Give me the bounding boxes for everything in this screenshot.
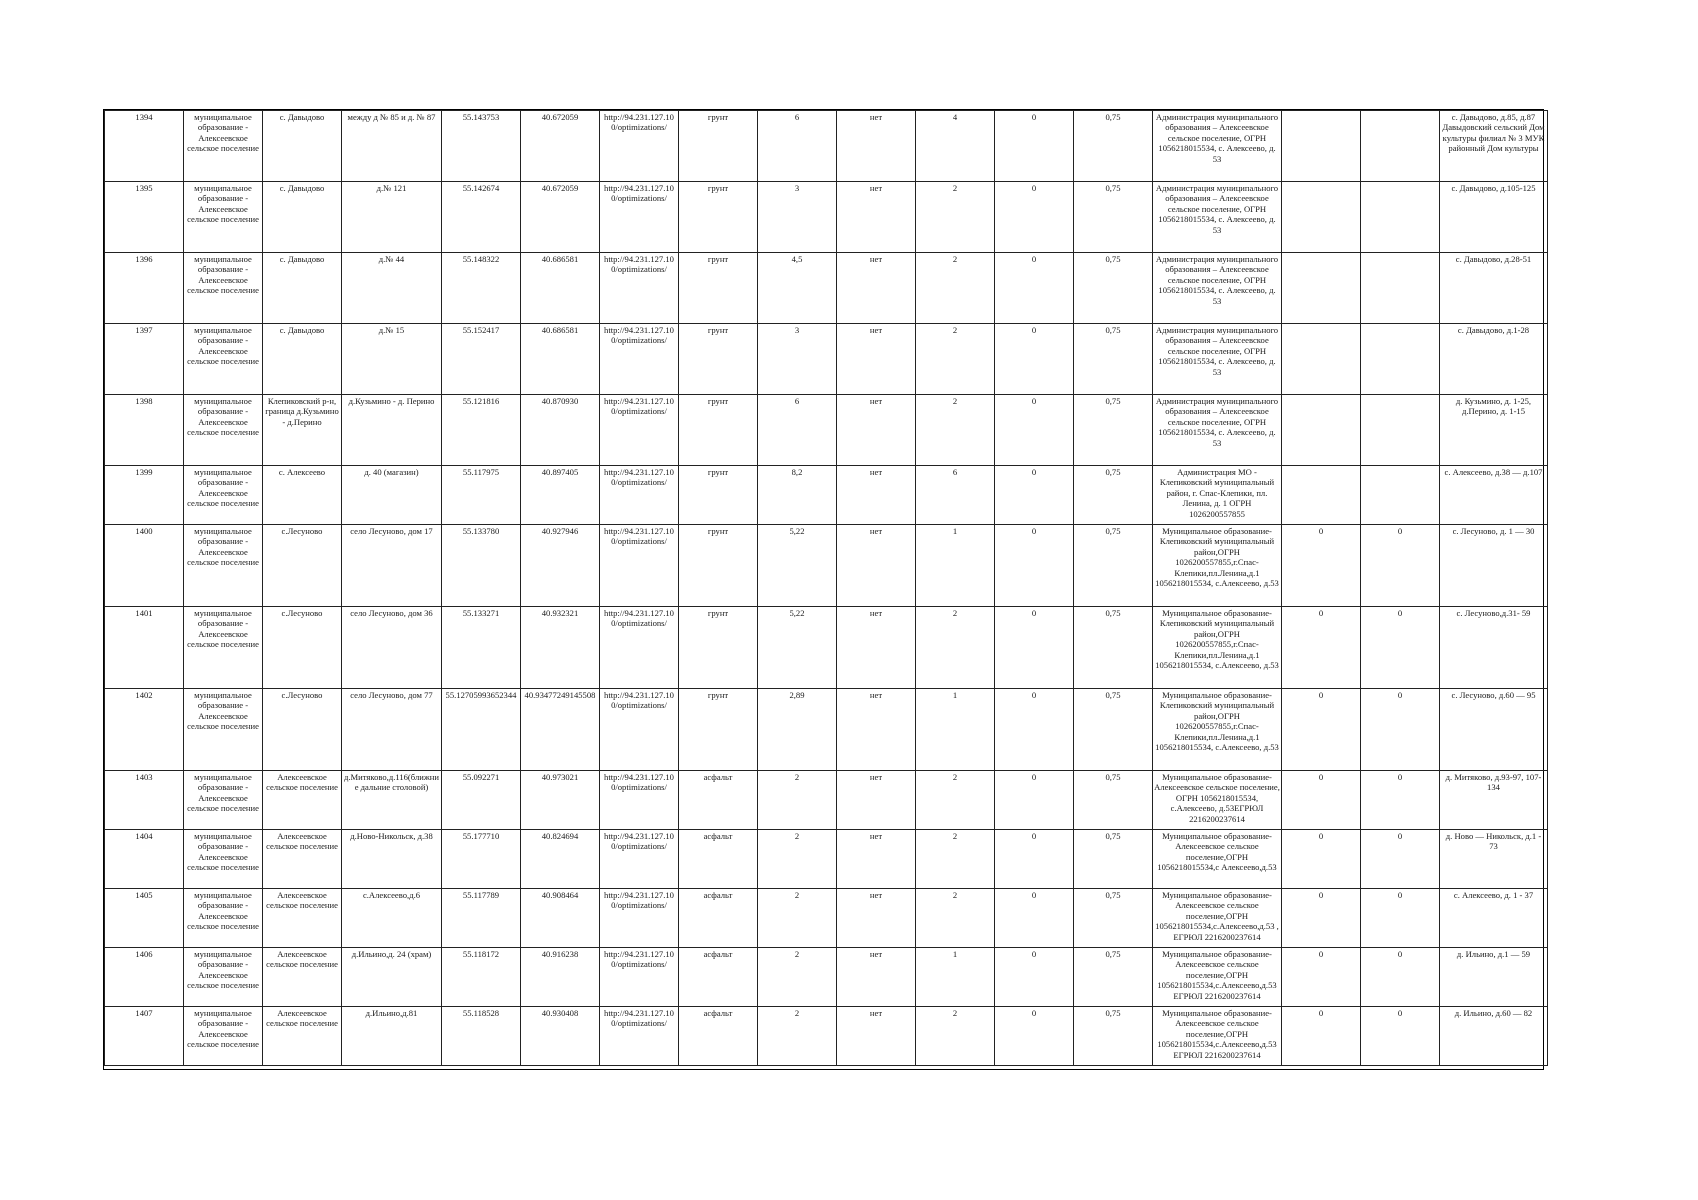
latitude-cell: 55.117975 (442, 466, 521, 525)
extra-cell-1 (1282, 253, 1361, 324)
surface-cell: грунт (679, 466, 758, 525)
link-cell: http://94.231.127.100/optimizations/ (600, 182, 679, 253)
planned-container-cell: 0 (995, 689, 1074, 771)
address-cell: д.Ильино,д. 24 (храм) (342, 948, 442, 1007)
owner-cell: муниципальное образование - Алексеевское сельское поселение (184, 111, 263, 182)
link-cell: http://94.231.127.100/optimizations/ (600, 525, 679, 607)
fence-cell: нет (837, 466, 916, 525)
latitude-cell: 55.121816 (442, 395, 521, 466)
planned-container-cell: 0 (995, 253, 1074, 324)
volume-cell: 0,75 (1074, 395, 1153, 466)
extra-cell-1: 0 (1282, 889, 1361, 948)
extra-cell-2: 0 (1361, 1007, 1440, 1066)
sources-cell: д. Ново — Никольск, д.1 - 73 (1440, 830, 1548, 889)
address-cell: д. 40 (магазин) (342, 466, 442, 525)
container-count-cell: 2 (916, 1007, 995, 1066)
link-cell: http://94.231.127.100/optimizations/ (600, 1007, 679, 1066)
extra-cell-2 (1361, 324, 1440, 395)
link-cell: http://94.231.127.100/optimizations/ (600, 771, 679, 830)
planned-container-cell: 0 (995, 111, 1074, 182)
fence-cell: нет (837, 182, 916, 253)
surface-cell: асфальт (679, 830, 758, 889)
area-cell: 3 (758, 324, 837, 395)
locality-cell: Алексеевское сельское поселение (263, 948, 342, 1007)
surface-cell: асфальт (679, 1007, 758, 1066)
container-count-cell: 1 (916, 525, 995, 607)
holder-cell: Муниципальное образование-Алексеевское сельское поселение,ОГРН 1056218015534,с.Алексеево,д.53 ЕГРЮЛ 2216200237614 (1153, 1007, 1282, 1066)
holder-cell: Администрация муниципального образования – Алексеевское сельское поселение, ОГРН 1056218015534, с. Алексеево, д. 53 (1153, 253, 1282, 324)
container-count-cell: 2 (916, 771, 995, 830)
extra-cell-2: 0 (1361, 771, 1440, 830)
container-count-cell: 2 (916, 324, 995, 395)
surface-cell: асфальт (679, 948, 758, 1007)
holder-cell: Муниципальное образование-Клепиковский муниципальный район,ОГРН 1026200557855,г.Спас-Клепики,пл.Ленина,д.1 1056218015534, с.Алексеево, д.53 (1153, 689, 1282, 771)
extra-cell-2: 0 (1361, 689, 1440, 771)
extra-cell-2: 0 (1361, 607, 1440, 689)
table-row (105, 889, 1548, 948)
row-number: 1394 (105, 111, 184, 182)
area-cell: 2 (758, 889, 837, 948)
fence-cell: нет (837, 830, 916, 889)
extra-cell-1: 0 (1282, 771, 1361, 830)
link-cell: http://94.231.127.100/optimizations/ (600, 111, 679, 182)
owner-cell: муниципальное образование - Алексеевское сельское поселение (184, 830, 263, 889)
address-cell: с.Алексеево,д.6 (342, 889, 442, 948)
volume-cell: 0,75 (1074, 689, 1153, 771)
holder-cell: Администрация муниципального образования – Алексеевское сельское поселение, ОГРН 1056218015534, с. Алексеево, д. 53 (1153, 111, 1282, 182)
extra-cell-1: 0 (1282, 830, 1361, 889)
row-number: 1403 (105, 771, 184, 830)
link-cell: http://94.231.127.100/optimizations/ (600, 889, 679, 948)
row-number: 1396 (105, 253, 184, 324)
holder-cell: Администрация муниципального образования – Алексеевское сельское поселение, ОГРН 1056218015534, с. Алексеево, д. 53 (1153, 324, 1282, 395)
fence-cell: нет (837, 111, 916, 182)
owner-cell: муниципальное образование - Алексеевское сельское поселение (184, 324, 263, 395)
latitude-cell: 55.117789 (442, 889, 521, 948)
planned-container-cell: 0 (995, 395, 1074, 466)
surface-cell: грунт (679, 395, 758, 466)
owner-cell: муниципальное образование - Алексеевское сельское поселение (184, 182, 263, 253)
owner-cell: муниципальное образование - Алексеевское сельское поселение (184, 948, 263, 1007)
planned-container-cell: 0 (995, 830, 1074, 889)
volume-cell: 0,75 (1074, 948, 1153, 1007)
sources-cell: с. Давыдово, д.85, д.87 Давыдовский сельский Дом культуры филиал № 3 МУК районный Дом культуры (1440, 111, 1548, 182)
holder-cell: Муниципальное образование-Алексеевское сельское поселение,ОГРН 1056218015534,с.Алексеево,д.53 ЕГРЮЛ 2216200237614 (1153, 948, 1282, 1007)
table-row (105, 182, 1548, 253)
area-cell: 5,22 (758, 525, 837, 607)
longitude-cell: 40.973021 (521, 771, 600, 830)
longitude-cell: 40.932321 (521, 607, 600, 689)
longitude-cell: 40.824694 (521, 830, 600, 889)
sources-cell: д. Ильино, д.60 — 82 (1440, 1007, 1548, 1066)
holder-cell: Муниципальное образование-Клепиковский муниципальный район,ОГРН 1026200557855,г.Спас-Клепики,пл.Ленина,д.1 1056218015534, с.Алексеево, д.53 (1153, 607, 1282, 689)
volume-cell: 0,75 (1074, 466, 1153, 525)
surface-cell: грунт (679, 182, 758, 253)
table-row (105, 1007, 1548, 1066)
table-row (105, 689, 1548, 771)
latitude-cell: 55.12705993652344 (442, 689, 521, 771)
link-cell: http://94.231.127.100/optimizations/ (600, 466, 679, 525)
container-count-cell: 2 (916, 830, 995, 889)
link-cell: http://94.231.127.100/optimizations/ (600, 830, 679, 889)
table-row (105, 525, 1548, 607)
planned-container-cell: 0 (995, 771, 1074, 830)
extra-cell-1: 0 (1282, 525, 1361, 607)
latitude-cell: 55.148322 (442, 253, 521, 324)
longitude-cell: 40.897405 (521, 466, 600, 525)
surface-cell: асфальт (679, 889, 758, 948)
holder-cell: Администрация муниципального образования – Алексеевское сельское поселение, ОГРН 1056218015534, с. Алексеево, д. 53 (1153, 182, 1282, 253)
sources-cell: с. Лесуново, д. 1 — 30 (1440, 525, 1548, 607)
row-number: 1395 (105, 182, 184, 253)
row-number: 1404 (105, 830, 184, 889)
owner-cell: муниципальное образование - Алексеевское сельское поселение (184, 607, 263, 689)
area-cell: 6 (758, 395, 837, 466)
latitude-cell: 55.092271 (442, 771, 521, 830)
planned-container-cell: 0 (995, 182, 1074, 253)
locality-cell: Алексеевское сельское поселение (263, 889, 342, 948)
area-cell: 5,22 (758, 607, 837, 689)
area-cell: 2 (758, 771, 837, 830)
surface-cell: грунт (679, 111, 758, 182)
row-number: 1402 (105, 689, 184, 771)
container-count-cell: 2 (916, 889, 995, 948)
row-number: 1401 (105, 607, 184, 689)
address-cell: село Лесуново, дом 77 (342, 689, 442, 771)
sources-cell: с. Давыдово, д.1-28 (1440, 324, 1548, 395)
fence-cell: нет (837, 689, 916, 771)
volume-cell: 0,75 (1074, 525, 1153, 607)
link-cell: http://94.231.127.100/optimizations/ (600, 948, 679, 1007)
owner-cell: муниципальное образование - Алексеевское сельское поселение (184, 395, 263, 466)
area-cell: 4,5 (758, 253, 837, 324)
link-cell: http://94.231.127.100/optimizations/ (600, 324, 679, 395)
link-cell: http://94.231.127.100/optimizations/ (600, 253, 679, 324)
table-row (105, 948, 1548, 1007)
holder-cell: Администрация муниципального образования – Алексеевское сельское поселение, ОГРН 1056218015534, с. Алексеево, д. 53 (1153, 395, 1282, 466)
fence-cell: нет (837, 948, 916, 1007)
planned-container-cell: 0 (995, 324, 1074, 395)
container-count-cell: 1 (916, 948, 995, 1007)
holder-cell: Администрация МО - Клепиковский муниципальный район, г. Спас-Клепики, пл. Ленина, д. 1 ОГРН 1026200557855 (1153, 466, 1282, 525)
longitude-cell: 40.927946 (521, 525, 600, 607)
extra-cell-2 (1361, 182, 1440, 253)
area-cell: 3 (758, 182, 837, 253)
fence-cell: нет (837, 889, 916, 948)
container-count-cell: 2 (916, 395, 995, 466)
volume-cell: 0,75 (1074, 1007, 1153, 1066)
extra-cell-1: 0 (1282, 607, 1361, 689)
address-cell: д.№ 121 (342, 182, 442, 253)
row-number: 1406 (105, 948, 184, 1007)
extra-cell-1 (1282, 324, 1361, 395)
owner-cell: муниципальное образование - Алексеевское сельское поселение (184, 1007, 263, 1066)
volume-cell: 0,75 (1074, 253, 1153, 324)
container-count-cell: 6 (916, 466, 995, 525)
address-cell: д.№ 15 (342, 324, 442, 395)
latitude-cell: 55.118528 (442, 1007, 521, 1066)
holder-cell: Муниципальное образование-Клепиковский муниципальный район,ОГРН 1026200557855,г.Спас-Клепики,пл.Ленина,д.1 1056218015534, с.Алексеево, д.53 (1153, 525, 1282, 607)
table-row (105, 111, 1548, 182)
latitude-cell: 55.133780 (442, 525, 521, 607)
row-number: 1399 (105, 466, 184, 525)
extra-cell-2 (1361, 395, 1440, 466)
sources-cell: д. Кузьмино, д. 1-25, д.Перино, д. 1-15 (1440, 395, 1548, 466)
planned-container-cell: 0 (995, 889, 1074, 948)
row-number: 1407 (105, 1007, 184, 1066)
volume-cell: 0,75 (1074, 324, 1153, 395)
latitude-cell: 55.118172 (442, 948, 521, 1007)
locality-cell: с. Давыдово (263, 324, 342, 395)
owner-cell: муниципальное образование - Алексеевское сельское поселение (184, 525, 263, 607)
volume-cell: 0,75 (1074, 830, 1153, 889)
extra-cell-2 (1361, 253, 1440, 324)
holder-cell: Муниципальное образование-Алексеевское сельское поселение,ОГРН 1056218015534,с Алексеево,д.53 (1153, 830, 1282, 889)
surface-cell: грунт (679, 525, 758, 607)
locality-cell: Алексеевское сельское поселение (263, 1007, 342, 1066)
longitude-cell: 40.672059 (521, 111, 600, 182)
fence-cell: нет (837, 395, 916, 466)
planned-container-cell: 0 (995, 948, 1074, 1007)
address-cell: село Лесуново, дом 17 (342, 525, 442, 607)
link-cell: http://94.231.127.100/optimizations/ (600, 395, 679, 466)
address-cell: д.№ 44 (342, 253, 442, 324)
extra-cell-1 (1282, 182, 1361, 253)
planned-container-cell: 0 (995, 525, 1074, 607)
extra-cell-1 (1282, 466, 1361, 525)
sources-cell: д. Митяково, д.93-97, 107-134 (1440, 771, 1548, 830)
locality-cell: Алексеевское сельское поселение (263, 771, 342, 830)
volume-cell: 0,75 (1074, 111, 1153, 182)
sources-cell: с. Алексеево, д. 1 - 37 (1440, 889, 1548, 948)
locality-cell: с. Давыдово (263, 111, 342, 182)
extra-cell-2: 0 (1361, 830, 1440, 889)
table-row (105, 253, 1548, 324)
volume-cell: 0,75 (1074, 182, 1153, 253)
table-row (105, 324, 1548, 395)
fence-cell: нет (837, 607, 916, 689)
latitude-cell: 55.152417 (442, 324, 521, 395)
owner-cell: муниципальное образование - Алексеевское сельское поселение (184, 466, 263, 525)
sources-cell: с. Давыдово, д.28-51 (1440, 253, 1548, 324)
fence-cell: нет (837, 1007, 916, 1066)
sources-cell: с. Лесуново, д.60 — 95 (1440, 689, 1548, 771)
extra-cell-2 (1361, 111, 1440, 182)
fence-cell: нет (837, 324, 916, 395)
area-cell: 6 (758, 111, 837, 182)
sources-cell: с. Алексеево, д.38 — д.107 (1440, 466, 1548, 525)
row-number: 1397 (105, 324, 184, 395)
area-cell: 2 (758, 948, 837, 1007)
container-count-cell: 2 (916, 182, 995, 253)
volume-cell: 0,75 (1074, 889, 1153, 948)
extra-cell-1 (1282, 111, 1361, 182)
longitude-cell: 40.686581 (521, 324, 600, 395)
extra-cell-2: 0 (1361, 525, 1440, 607)
longitude-cell: 40.916238 (521, 948, 600, 1007)
latitude-cell: 55.142674 (442, 182, 521, 253)
registry-table (104, 110, 1548, 1066)
row-number: 1400 (105, 525, 184, 607)
extra-cell-2 (1361, 466, 1440, 525)
locality-cell: с.Лесуново (263, 525, 342, 607)
extra-cell-2: 0 (1361, 889, 1440, 948)
table-row (105, 771, 1548, 830)
area-cell: 2,89 (758, 689, 837, 771)
locality-cell: Алексеевское сельское поселение (263, 830, 342, 889)
holder-cell: Муниципальное образование-Алексеевское сельское поселение, ОГРН 1056218015534, с.Алексеево, д.53ЕГРЮЛ 2216200237614 (1153, 771, 1282, 830)
surface-cell: грунт (679, 253, 758, 324)
planned-container-cell: 0 (995, 466, 1074, 525)
table-row (105, 830, 1548, 889)
table-row (105, 466, 1548, 525)
owner-cell: муниципальное образование - Алексеевское сельское поселение (184, 889, 263, 948)
extra-cell-1: 0 (1282, 1007, 1361, 1066)
address-cell: между д № 85 и д. № 87 (342, 111, 442, 182)
locality-cell: с. Давыдово (263, 182, 342, 253)
owner-cell: муниципальное образование - Алексеевское сельское поселение (184, 689, 263, 771)
locality-cell: Клепиковский р-н, граница д.Кузьмино - д.Перино (263, 395, 342, 466)
extra-cell-1: 0 (1282, 948, 1361, 1007)
address-cell: село Лесуново, дом 36 (342, 607, 442, 689)
owner-cell: муниципальное образование - Алексеевское сельское поселение (184, 771, 263, 830)
sources-cell: д. Ильино, д.1 — 59 (1440, 948, 1548, 1007)
longitude-cell: 40.870930 (521, 395, 600, 466)
locality-cell: с.Лесуново (263, 607, 342, 689)
fence-cell: нет (837, 525, 916, 607)
longitude-cell: 40.672059 (521, 182, 600, 253)
volume-cell: 0,75 (1074, 771, 1153, 830)
locality-cell: с. Давыдово (263, 253, 342, 324)
longitude-cell: 40.93477249145508 (521, 689, 600, 771)
area-cell: 2 (758, 830, 837, 889)
address-cell: д.Митяково,д.116(ближние дальние столовой) (342, 771, 442, 830)
table-row (105, 395, 1548, 466)
registry-body (105, 111, 1548, 1066)
extra-cell-1 (1282, 395, 1361, 466)
container-count-cell: 1 (916, 689, 995, 771)
volume-cell: 0,75 (1074, 607, 1153, 689)
extra-cell-1: 0 (1282, 689, 1361, 771)
area-cell: 2 (758, 1007, 837, 1066)
address-cell: д.Ильино,д.81 (342, 1007, 442, 1066)
area-cell: 8,2 (758, 466, 837, 525)
longitude-cell: 40.908464 (521, 889, 600, 948)
latitude-cell: 55.143753 (442, 111, 521, 182)
surface-cell: грунт (679, 689, 758, 771)
surface-cell: грунт (679, 607, 758, 689)
row-number: 1398 (105, 395, 184, 466)
container-count-cell: 4 (916, 111, 995, 182)
table-row (105, 607, 1548, 689)
holder-cell: Муниципальное образование-Алексеевское сельское поселение,ОГРН 1056218015534,с.Алексеево,д.53 , ЕГРЮЛ 2216200237614 (1153, 889, 1282, 948)
fence-cell: нет (837, 771, 916, 830)
planned-container-cell: 0 (995, 1007, 1074, 1066)
locality-cell: с. Алексеево (263, 466, 342, 525)
row-number: 1405 (105, 889, 184, 948)
link-cell: http://94.231.127.100/optimizations/ (600, 689, 679, 771)
container-count-cell: 2 (916, 607, 995, 689)
fence-cell: нет (837, 253, 916, 324)
longitude-cell: 40.686581 (521, 253, 600, 324)
address-cell: д.Кузьмино - д. Перино (342, 395, 442, 466)
planned-container-cell: 0 (995, 607, 1074, 689)
link-cell: http://94.231.127.100/optimizations/ (600, 607, 679, 689)
surface-cell: асфальт (679, 771, 758, 830)
extra-cell-2: 0 (1361, 948, 1440, 1007)
owner-cell: муниципальное образование - Алексеевское сельское поселение (184, 253, 263, 324)
surface-cell: грунт (679, 324, 758, 395)
sources-cell: с. Лесуново,д.31- 59 (1440, 607, 1548, 689)
sources-cell: с. Давыдово, д.105-125 (1440, 182, 1548, 253)
locality-cell: с.Лесуново (263, 689, 342, 771)
latitude-cell: 55.177710 (442, 830, 521, 889)
address-cell: д.Ново-Никольск, д.38 (342, 830, 442, 889)
container-count-cell: 2 (916, 253, 995, 324)
latitude-cell: 55.133271 (442, 607, 521, 689)
longitude-cell: 40.930408 (521, 1007, 600, 1066)
